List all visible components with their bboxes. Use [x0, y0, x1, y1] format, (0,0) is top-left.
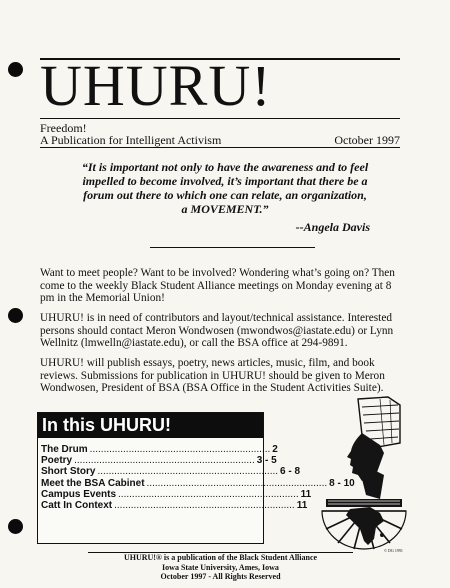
- angela-davis-quote: “It is important not only to have the awareness and to feel impelled to become involved, it’s important that there be a forum out there to which one can relate, an organization, a MOVEMENT.”: [81, 160, 369, 216]
- toc-item-page: 2: [272, 444, 278, 455]
- illustration-credit: © DG 1991: [384, 548, 403, 553]
- toc-item-page: 11: [296, 499, 308, 511]
- issue-date: October 1997: [334, 133, 400, 147]
- punch-hole-bottom: [8, 519, 23, 534]
- masthead-tagline: A Publication for Intelligent Activism: [40, 133, 222, 147]
- publication-footer: [88, 553, 353, 582]
- toc-item-title: Meet the BSA Cabinet: [41, 477, 145, 489]
- masthead-rule: [40, 118, 400, 119]
- toc-leader-dots: .................................................................: [74, 455, 255, 467]
- toc-item-page: 11: [300, 488, 312, 500]
- meetings-paragraph: Want to meet people? Want to be involved? Wondering what’s going on? Then come to the weekly Black Student Alliance meetings on Monday evening at 8 pm in the Memorial Union!: [40, 267, 395, 304]
- toc-item-meet-the-bsa-cabinet: [41, 477, 355, 489]
- quote-attribution: --Angela Davis: [295, 220, 370, 234]
- toc-list: [41, 444, 355, 511]
- contributors-paragraph: UHURU! is in need of contributors and layout/technical assistance. Interested persons should contact Meron Wondwosen (mwondwos@iastate.edu) or Lynn Wellnitz (lmwelln@iastate.edu), or call the BSA office at 294-9891.: [40, 312, 394, 349]
- toc-item-title: Catt In Context: [41, 499, 113, 511]
- toc-item-title: The Drum: [41, 444, 88, 455]
- toc-item-poetry: [41, 455, 277, 467]
- masthead-subtitle-freedom: Freedom!: [40, 121, 87, 135]
- toc-item-title: Short Story: [41, 466, 96, 478]
- toc-item-catt-in-context: [41, 499, 308, 511]
- toc-leader-dots: .................................................................: [146, 477, 328, 489]
- masthead-title: UHURU!: [40, 53, 272, 118]
- toc-leader-dots: .................................................................: [118, 488, 299, 500]
- toc-heading: In this UHURU!: [38, 413, 263, 438]
- toc-leader-dots: .................................................................: [114, 499, 295, 511]
- footer-rights-line: October 1997 - All Rights Reserved: [160, 572, 281, 582]
- toc-item-short-story: [41, 466, 301, 478]
- punch-hole-top: [8, 62, 23, 77]
- footer-publisher-line: UHURU!® is a publication of the Black Student Alliance: [123, 553, 318, 562]
- toc-item-title: Poetry: [41, 455, 73, 467]
- footer-location-line: Iowa State University, Ames, Iowa: [162, 562, 279, 572]
- nefertiti-africa-illustration: [318, 395, 410, 550]
- toc-item-title: Campus Events: [41, 488, 117, 500]
- toc-leader-dots: .................................................................: [89, 444, 271, 455]
- table-of-contents: [37, 412, 355, 544]
- quote-divider: [150, 247, 315, 248]
- toc-item-campus-events: [41, 488, 312, 500]
- punch-hole-middle: [8, 308, 23, 323]
- toc-item-page: 6 - 8: [280, 466, 301, 478]
- toc-item-the-drum: [41, 444, 278, 455]
- subtitle-rule: [40, 147, 400, 148]
- toc-item-page: 3 - 5: [256, 455, 277, 467]
- submissions-paragraph: UHURU! will publish essays, poetry, news articles, music, film, and book reviews. Submissions for publication in UHURU! should be given to Meron Wondwosen, President of BSA (BSA Office in the Student Activities Suite).: [40, 357, 385, 394]
- toc-item-page: 8 - 10: [329, 477, 355, 489]
- toc-leader-dots: .................................................................: [97, 466, 279, 478]
